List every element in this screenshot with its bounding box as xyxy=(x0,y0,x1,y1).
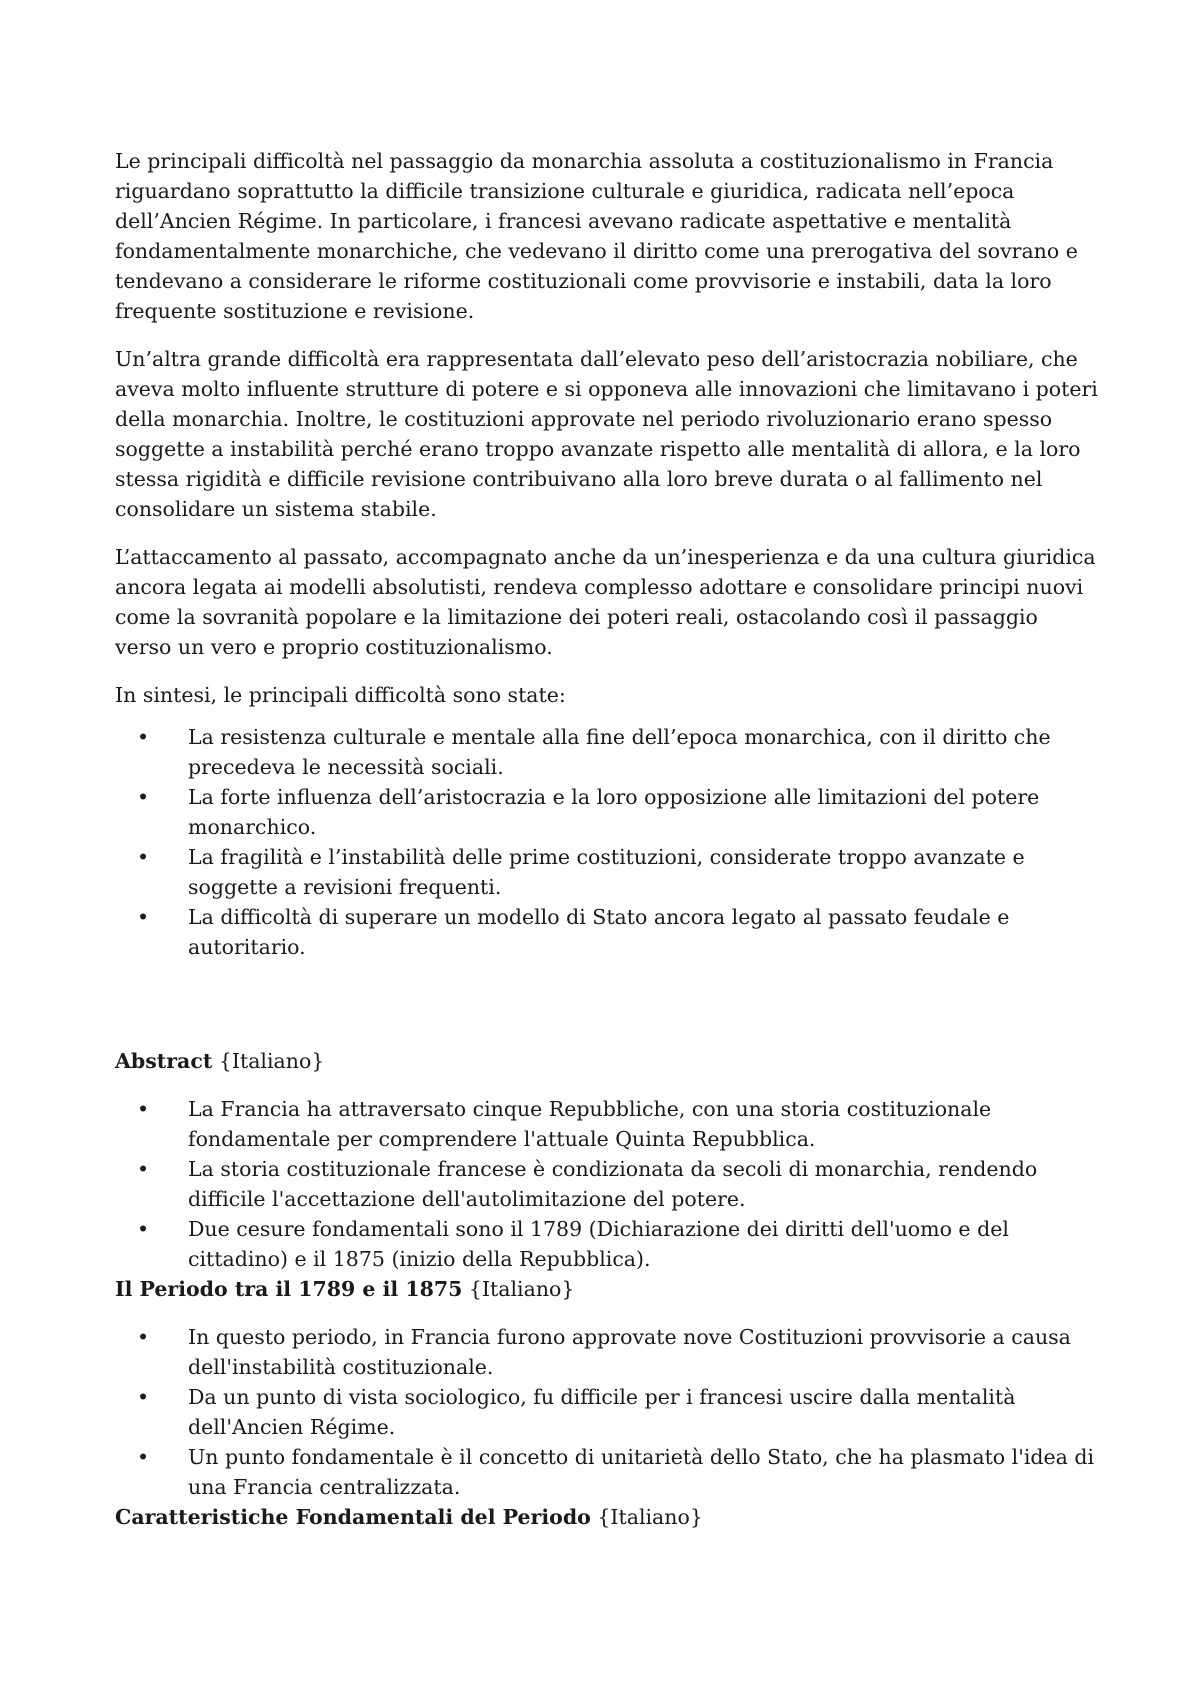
periodo-heading xyxy=(115,1274,1100,1304)
periodo-title: Il Periodo tra il 1789 e il 1875 xyxy=(115,1277,463,1301)
bullet-icon: • xyxy=(137,1097,150,1121)
list-item xyxy=(115,782,1100,842)
caratteristiche-title: Caratteristiche Fondamentali del Periodo xyxy=(115,1505,591,1529)
list-item xyxy=(115,1322,1100,1382)
abstract-heading xyxy=(115,1046,1100,1076)
bullet-icon: • xyxy=(137,1217,150,1241)
list-item-text: In questo periodo, in Francia furono approvate nove Costituzioni provvisorie a causa dell'instabilità costituzionale. xyxy=(188,1325,1071,1379)
list-item-text: Un punto fondamentale è il concetto di unitarietà dello Stato, che ha plasmato l'idea di una Francia centralizzata. xyxy=(188,1445,1095,1499)
list-item-text: La storia costituzionale francese è condizionata da secoli di monarchia, rendendo difficile l'accettazione dell'autolimitazione del potere. xyxy=(188,1157,1038,1211)
list-item xyxy=(115,1154,1100,1214)
list-item-text: La Francia ha attraversato cinque Repubbliche, con una storia costituzionale fondamentale per comprendere l'attuale Quinta Repubblica. xyxy=(188,1097,992,1151)
list-item xyxy=(115,1214,1100,1274)
abstract-title: Abstract xyxy=(115,1049,213,1073)
document-body xyxy=(115,146,1100,1550)
abstract-tag: {Italiano} xyxy=(212,1049,325,1073)
list-item xyxy=(115,1442,1100,1502)
list-item xyxy=(115,722,1100,782)
bullet-icon: • xyxy=(137,1445,150,1469)
periodo-tag: {Italiano} xyxy=(462,1277,575,1301)
list-item-text: Da un punto di vista sociologico, fu difficile per i francesi uscire dalla mentalità dell'Ancien Régime. xyxy=(188,1385,1016,1439)
paragraph-1: Le principali difficoltà nel passaggio da monarchia assoluta a costituzionalismo in Francia riguardano soprattutto la difficile transizione culturale e giuridica, radicata nell’epoca dell’Ancien Régime. In particolare, i francesi avevano radicate aspettative e mentalità fondamentalmente monarchiche, che vedevano il diritto come una prerogativa del sovrano e tendevano a considerare le riforme costituzionali come provvisorie e instabili, data la loro frequente sostituzione e revisione. xyxy=(115,149,1078,323)
list-item xyxy=(115,1382,1100,1442)
bullet-icon: • xyxy=(137,845,150,869)
periodo-list xyxy=(115,1322,1100,1502)
paragraph-3: L’attaccamento al passato, accompagnato anche da un’inesperienza e da una cultura giuridica ancora legata ai modelli absolutisti, rendeva complesso adottare e consolidare principi nuovi come la sovranità popolare e la limitazione dei poteri reali, ostacolando così il passaggio verso un vero e proprio costituzionalismo. xyxy=(115,545,1096,659)
list-item-text: Due cesure fondamentali sono il 1789 (Dichiarazione dei diritti dell'uomo e del cittadino) e il 1875 (inizio della Repubblica). xyxy=(188,1217,1009,1271)
list-item xyxy=(115,842,1100,902)
list-item-text: La resistenza culturale e mentale alla fine dell’epoca monarchica, con il diritto che precedeva le necessità sociali. xyxy=(188,725,1051,779)
bullet-icon: • xyxy=(137,1325,150,1349)
list-item xyxy=(115,1094,1100,1154)
summary-intro: In sintesi, le principali difficoltà sono state: xyxy=(115,683,566,707)
bullet-icon: • xyxy=(137,905,150,929)
list-item-text: La fragilità e l’instabilità delle prime costituzioni, considerate troppo avanzate e soggette a revisioni frequenti. xyxy=(188,845,1025,899)
caratteristiche-heading xyxy=(115,1502,1100,1532)
paragraph-2: Un’altra grande difficoltà era rappresentata dall’elevato peso dell’aristocrazia nobiliare, che aveva molto influente strutture di potere e si opponeva alle innovazioni che limitavano i poteri della monarchia. Inoltre, le costituzioni approvate nel periodo rivoluzionario erano spesso soggette a instabilità perché erano troppo avanzate rispetto alle mentalità di allora, e la loro stessa rigidità e difficile revisione contribuivano alla loro breve durata o al fallimento nel consolidare un sistema stabile. xyxy=(115,347,1098,521)
caratteristiche-tag: {Italiano} xyxy=(590,1505,703,1529)
bullet-icon: • xyxy=(137,785,150,809)
section-gap xyxy=(115,962,1100,1046)
list-item-text: La forte influenza dell’aristocrazia e la loro opposizione alle limitazioni del potere monarchico. xyxy=(188,785,1040,839)
list-item xyxy=(115,902,1100,962)
abstract-list xyxy=(115,1094,1100,1274)
summary-list xyxy=(115,722,1100,962)
bullet-icon: • xyxy=(137,725,150,749)
list-item-text: La difficoltà di superare un modello di Stato ancora legato al passato feudale e autoritario. xyxy=(188,905,1010,959)
bullet-icon: • xyxy=(137,1385,150,1409)
bullet-icon: • xyxy=(137,1157,150,1181)
